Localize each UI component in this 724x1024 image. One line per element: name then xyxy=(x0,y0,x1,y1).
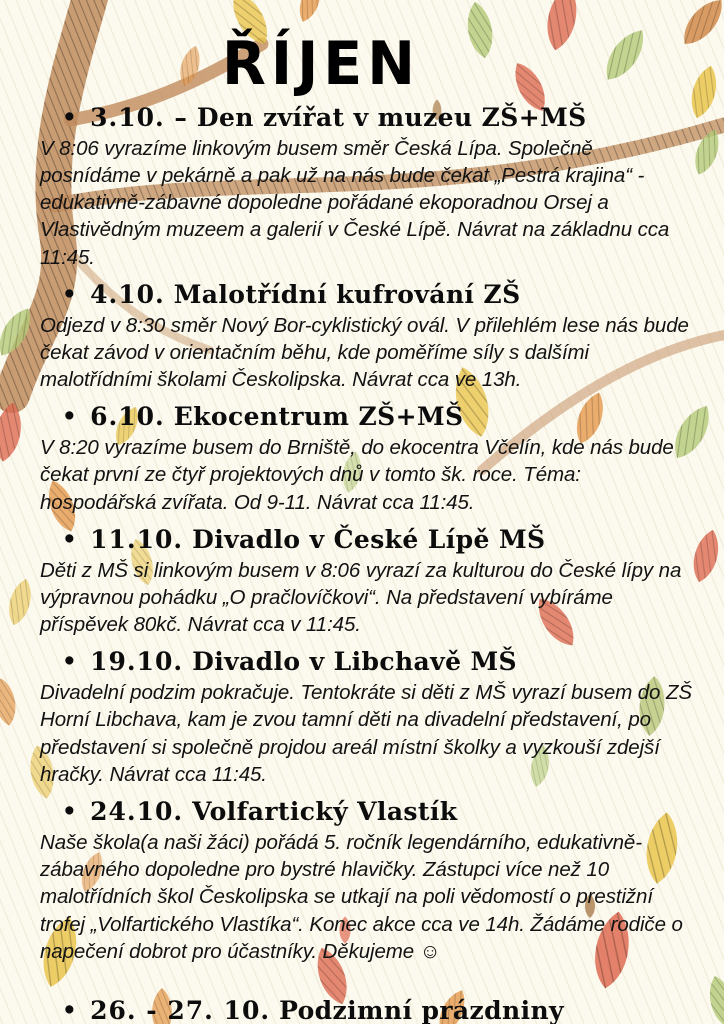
event-title: Podzimní prázdniny xyxy=(279,996,564,1024)
event-heading xyxy=(40,796,694,828)
page-title: ŘÍJEN xyxy=(222,29,420,99)
bullet-icon: • xyxy=(62,997,78,1024)
event-date: 19.10. xyxy=(90,647,184,677)
event-heading xyxy=(40,646,694,678)
bullet-icon: • xyxy=(62,648,78,676)
bullet-icon: • xyxy=(62,280,78,308)
event-description: V 8:20 vyrazíme busem do Brniště, do ekocentra Včelín, kde nás bude čekat první ze čtyř projektových dnů v tomto šk. roce. Téma: hospodářská zvířata. Od 9-11. Návrat cca 11:45. xyxy=(40,436,674,514)
event-date: 11.10. xyxy=(90,524,184,554)
event-item xyxy=(40,524,694,639)
event-title: Volfartický Vlastík xyxy=(192,797,458,827)
bullet-icon: • xyxy=(62,798,78,826)
event-description: Odjezd v 8:30 směr Nový Bor-cyklistický ovál. V přilehlém lese nás bude čekat závod v orientačním běhu, kde poměříme síly s dalšími malotřídními školami Českolipska. Návrat cca ve 13h. xyxy=(40,313,689,392)
event-item xyxy=(40,102,694,271)
event-item xyxy=(40,279,694,394)
event-description: Naše škola(a naši žáci) pořádá 5. ročník legendárního, edukativně-zábavného dopoledne pro bystré hlavičky. Zástupci více než 10 malotřídních škol Českolipska se utkají na poli vědomostí o prestižní trofej „Volfartického Vlastíka“. Konec akce cca ve 14h. Žádáme rodiče o napečení dobrot pro účastníky. Děkujeme ☺ xyxy=(40,830,683,963)
event-description: Děti z MŠ si linkovým busem v 8:06 vyrazí za kulturou do České lípy na výpravnou pohádku „O pračlovíčkovi“. Na představení vybíráme příspěvek 80kč. Návrat cca v 11:45. xyxy=(40,558,682,637)
event-title: Ekocentrum ZŠ+MŠ xyxy=(173,402,464,432)
event-item xyxy=(40,796,694,965)
bullet-icon: • xyxy=(62,403,78,431)
event-heading xyxy=(40,995,694,1024)
event-description: V 8:06 vyrazíme linkovým busem směr Česká Lípa. Společně posnídáme v pekárně a pak už na nás bude čekat „Pestrá krajina“ - edukativně-zábavné dopoledne pořádané ekoporadnou Orsej a Vlastivědným muzeem a galerií v České Lípě. Návrat na základnu cca 11:45. xyxy=(40,136,670,269)
event-title: Den zvířat v muzeu ZŠ+MŠ xyxy=(196,102,587,132)
event-date: 3.10. – xyxy=(90,102,188,132)
event-item xyxy=(40,401,694,516)
event-date: 26. - 27. 10. xyxy=(90,996,271,1024)
event-heading xyxy=(40,279,694,311)
event-date: 24.10. xyxy=(90,797,184,827)
event-item xyxy=(40,646,694,788)
event-description: Divadelní podzim pokračuje. Tentokráte si děti z MŠ vyrazí busem do ZŠ Horní Libchava, kam je zvou tamní děti na divadelní představení, po představení si společně projdou areál místní školky a vyzkouší zdejší hračky. Návrat cca 11:45. xyxy=(40,681,692,786)
event-item xyxy=(40,995,694,1024)
event-date: 6.10. xyxy=(90,402,165,432)
event-heading xyxy=(40,401,694,433)
event-title: Divadlo v Libchavě MŠ xyxy=(192,647,518,677)
event-heading xyxy=(40,524,694,556)
bullet-icon: • xyxy=(62,103,78,131)
event-title: Divadlo v České Lípě MŠ xyxy=(192,524,546,554)
event-date: 4.10. xyxy=(90,279,165,309)
event-heading xyxy=(40,102,694,134)
bullet-icon: • xyxy=(62,525,78,553)
event-title: Malotřídní kufrování ZŠ xyxy=(173,279,521,309)
